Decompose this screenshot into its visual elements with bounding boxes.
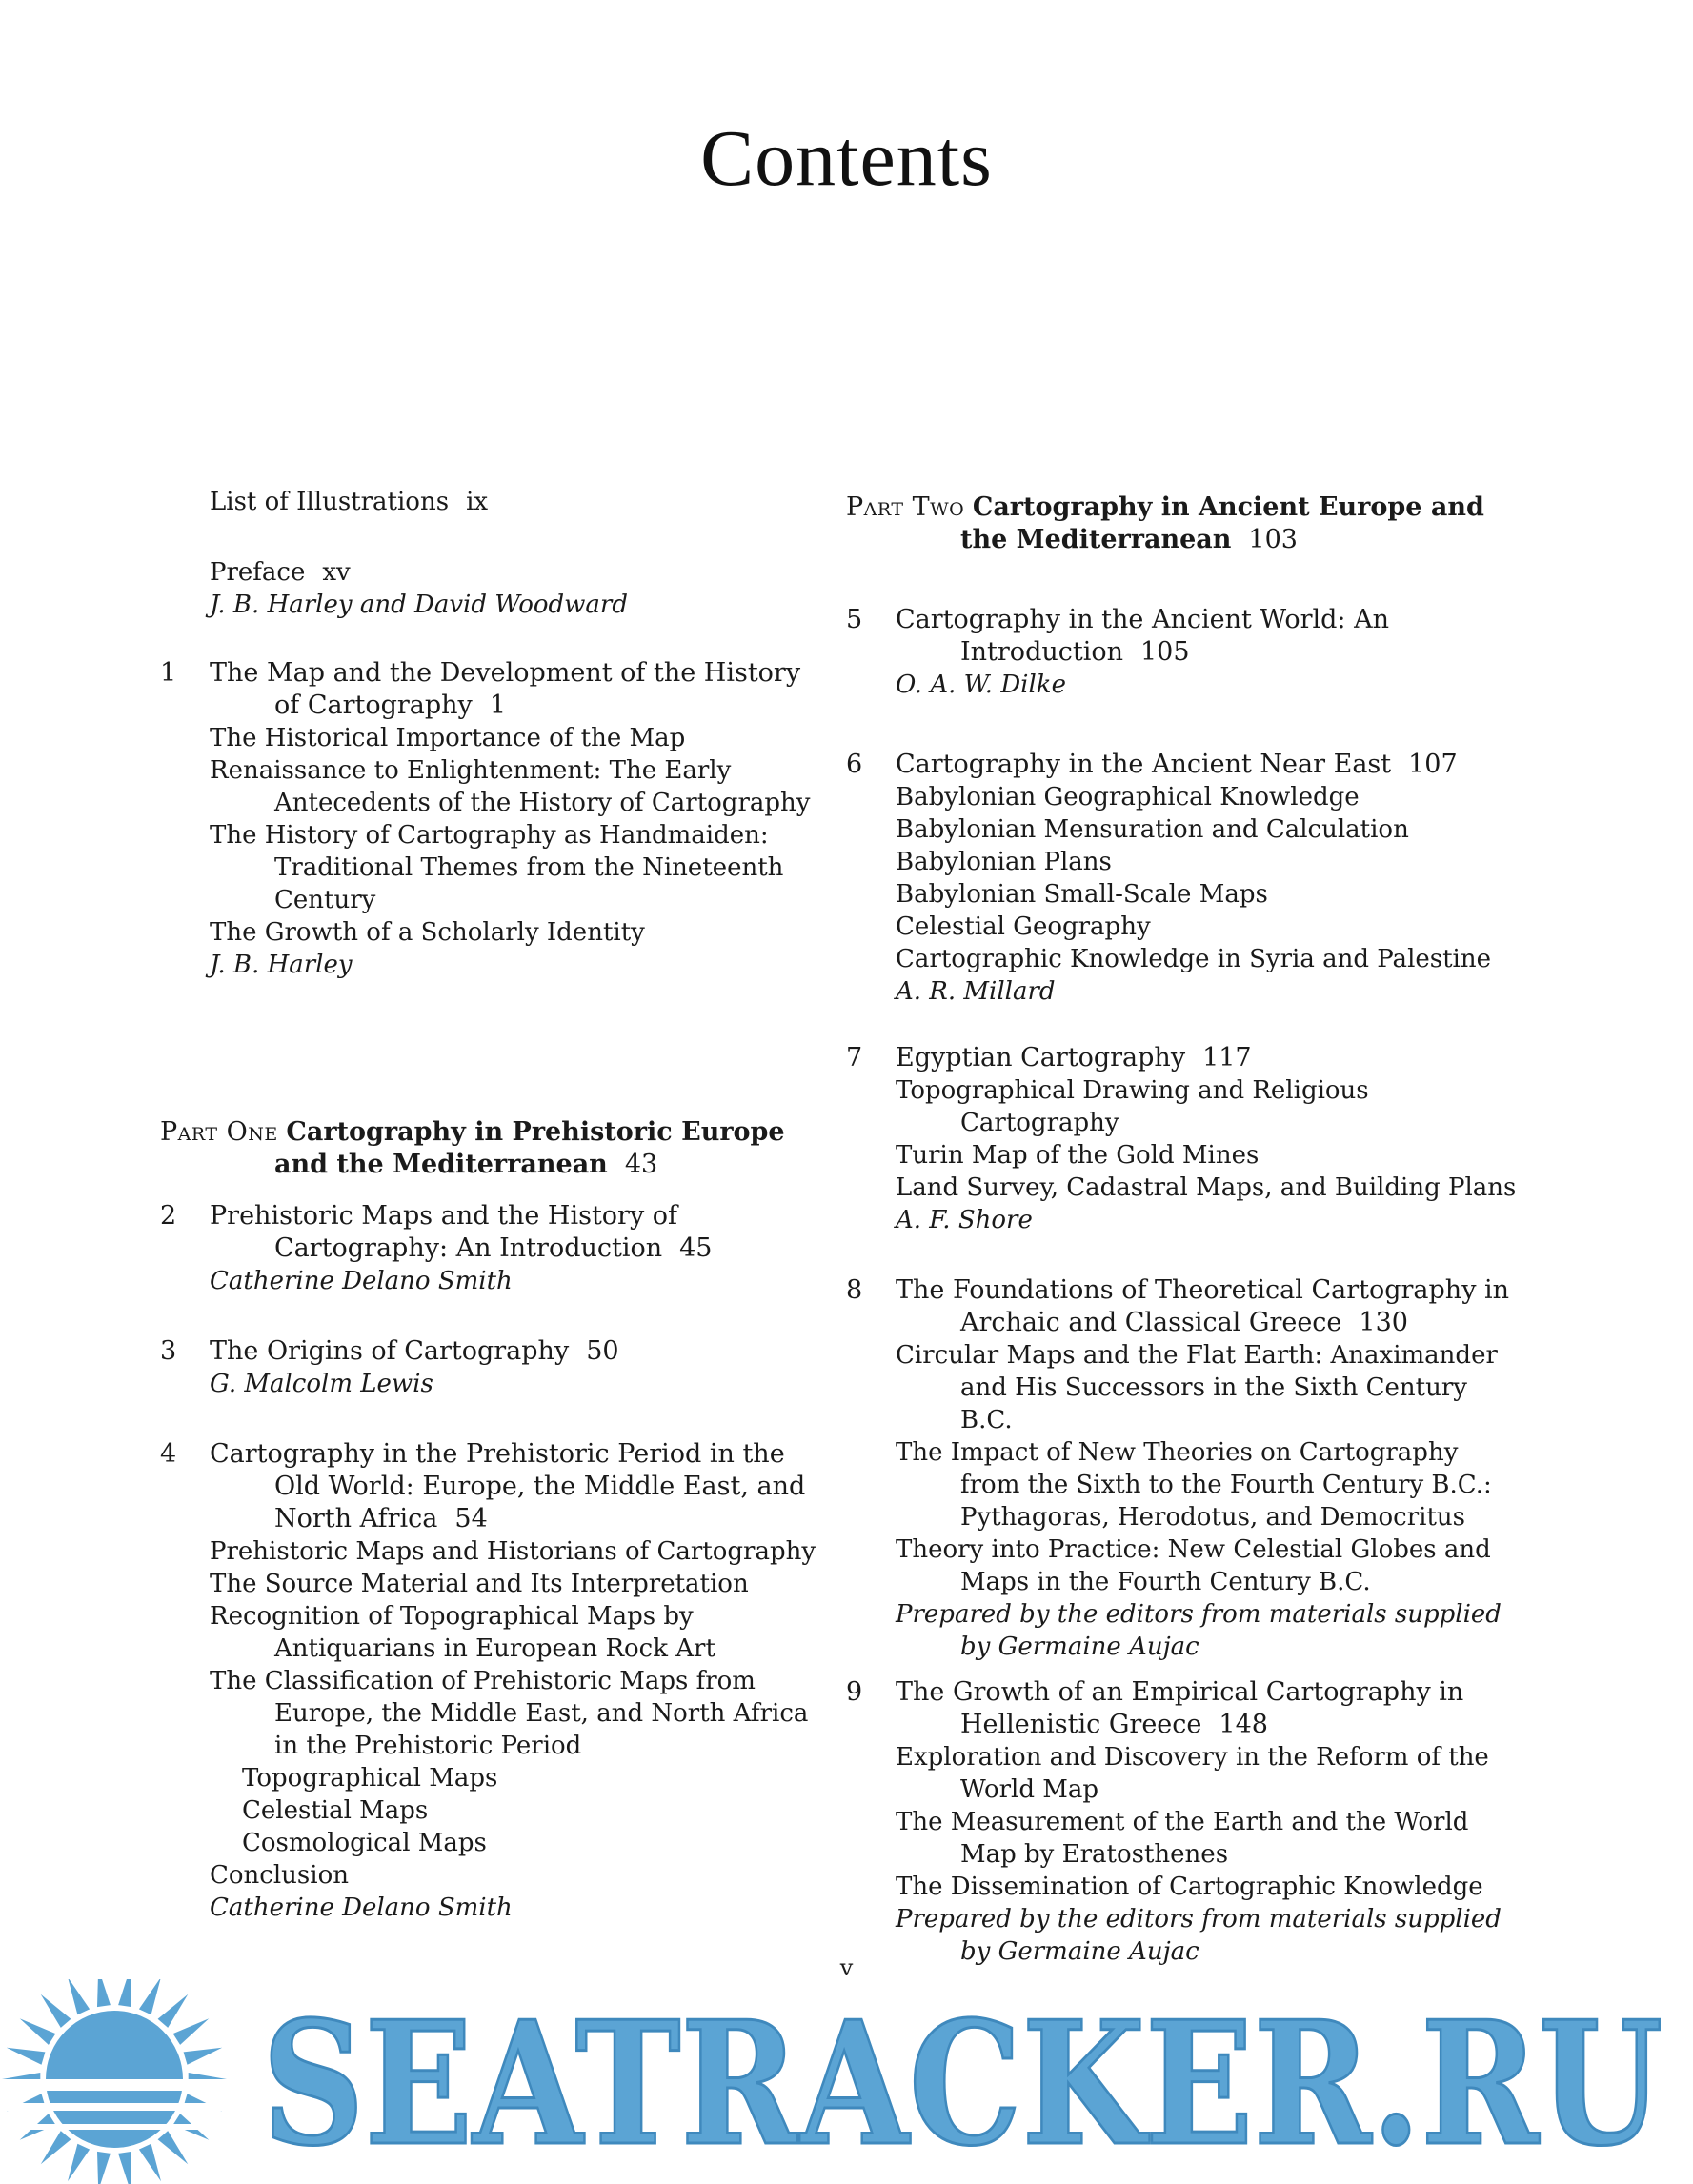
chapter-author: Catherine Delano Smith bbox=[210, 1267, 513, 1295]
subsection: The Dissemination of Cartographic Knowledge bbox=[896, 1873, 1483, 1901]
toc-chapter-8[interactable] bbox=[846, 1274, 1522, 1663]
subsection: Cartographic Knowledge in Syria and Palestine bbox=[896, 945, 1492, 973]
subsection: Exploration and Discovery in the Reform of the World Map bbox=[896, 1743, 1489, 1804]
chapter-title: Egyptian Cartography bbox=[896, 1043, 1186, 1072]
chapter-number: 4 bbox=[160, 1439, 177, 1469]
sun-ray bbox=[41, 1994, 71, 2028]
chapter-number: 1 bbox=[160, 658, 177, 688]
subsection: The Growth of a Scholarly Identity bbox=[210, 918, 645, 947]
subsection: Babylonian Plans bbox=[896, 848, 1112, 876]
part-label: Part One bbox=[160, 1117, 278, 1147]
sun-ray bbox=[68, 2144, 90, 2182]
chapter-author: O. A. W. Dilke bbox=[896, 671, 1066, 699]
part-title: Cartography in Prehistoric Europe and the Mediterranean bbox=[274, 1117, 785, 1179]
chapter-title: Cartography in the Ancient Near East bbox=[896, 750, 1392, 779]
chapter-page: 107 bbox=[1408, 750, 1458, 779]
chapter-author: G. Malcolm Lewis bbox=[210, 1370, 433, 1398]
toc-chapter-6[interactable] bbox=[846, 749, 1522, 1008]
sun-ray bbox=[158, 2131, 189, 2164]
toc-chapter-9[interactable] bbox=[846, 1676, 1522, 1968]
part-page: 103 bbox=[1248, 525, 1298, 554]
sun-ray bbox=[139, 1979, 161, 2014]
toc-entry-preface[interactable] bbox=[160, 556, 827, 621]
page-title: Contents bbox=[700, 114, 993, 203]
sun-ray bbox=[20, 2018, 56, 2045]
page-number: v bbox=[839, 1954, 854, 1981]
chapter-page: 148 bbox=[1219, 1710, 1268, 1739]
subsection: Topographical Drawing and Religious Cartography bbox=[896, 1076, 1369, 1137]
part-label: Part Two bbox=[846, 492, 965, 522]
subsection: Turin Map of the Gold Mines bbox=[896, 1141, 1260, 1170]
sun-ray bbox=[97, 2152, 111, 2184]
chapter-title: The Growth of an Empirical Cartography in Hellenistic Greece bbox=[896, 1677, 1464, 1739]
sun-ray bbox=[118, 2152, 131, 2184]
chapter-number: 5 bbox=[846, 605, 863, 634]
chapter-number: 6 bbox=[846, 750, 863, 779]
chapter-author: Catherine Delano Smith bbox=[210, 1893, 513, 1922]
chapter-number: 7 bbox=[846, 1043, 863, 1072]
subsection: The Impact of New Theories on Cartography from the Sixth to the Fourth Century B.C.: Pythagoras, Herodotus, and Democritus bbox=[896, 1438, 1492, 1532]
toc-chapter-2[interactable] bbox=[160, 1200, 827, 1297]
subsection: The History of Cartography as Handmaiden: Traditional Themes from the Nineteenth Century bbox=[210, 821, 784, 914]
sun-ray bbox=[97, 1979, 111, 2007]
toc-chapter-4[interactable] bbox=[160, 1438, 827, 1924]
part-title: Cartography in Ancient Europe and the Mediterranean bbox=[960, 492, 1484, 554]
chapter-number: 2 bbox=[160, 1201, 177, 1231]
chapter-page: 50 bbox=[586, 1336, 619, 1366]
entry-page: xv bbox=[322, 558, 351, 587]
sun-ray bbox=[158, 1994, 189, 2028]
entry-title: List of Illustrations bbox=[210, 488, 450, 516]
subsubsection: Celestial Maps bbox=[242, 1796, 429, 1825]
subsection: Renaissance to Enlightenment: The Early Antecedents of the History of Cartography bbox=[210, 756, 811, 817]
subsection: Recognition of Topographical Maps by Antiquarians in European Rock Art bbox=[210, 1602, 715, 1663]
subsection: Land Survey, Cadastral Maps, and Building Plans bbox=[896, 1173, 1517, 1202]
chapter-page: 130 bbox=[1359, 1308, 1408, 1337]
sun-ray bbox=[7, 2048, 46, 2065]
part-page: 43 bbox=[624, 1150, 658, 1179]
chapter-title: The Origins of Cartography bbox=[210, 1336, 570, 1366]
chapter-title: The Foundations of Theoretical Cartography in Archaic and Classical Greece bbox=[896, 1275, 1510, 1337]
toc-entry-illustrations[interactable] bbox=[160, 486, 827, 518]
chapter-author: Prepared by the editors from materials supplied by Germaine Aujac bbox=[896, 1905, 1502, 1966]
subsubsection: Topographical Maps bbox=[242, 1764, 498, 1793]
toc-chapter-7[interactable] bbox=[846, 1042, 1522, 1236]
chapter-page: 45 bbox=[679, 1233, 713, 1263]
chapter-author: A. F. Shore bbox=[896, 1206, 1033, 1234]
chapter-page: 1 bbox=[489, 691, 507, 720]
entry-page: ix bbox=[466, 488, 489, 516]
chapter-author: Prepared by the editors from materials supplied by Germaine Aujac bbox=[896, 1600, 1502, 1661]
subsection: The Source Material and Its Interpretation bbox=[210, 1570, 749, 1598]
subsection: Celestial Geography bbox=[896, 912, 1151, 941]
toc-right-column bbox=[846, 491, 1522, 1968]
entry-author: J. B. Harley and David Woodward bbox=[210, 591, 628, 619]
chapter-page: 105 bbox=[1140, 637, 1190, 667]
sun-icon bbox=[0, 1979, 238, 2184]
sun-ray bbox=[68, 1979, 90, 2014]
sun-ray bbox=[184, 2048, 223, 2065]
chapter-page: 54 bbox=[454, 1504, 488, 1533]
chapter-title: The Map and the Development of the History of Cartography bbox=[210, 658, 801, 720]
watermark bbox=[0, 1979, 1693, 2184]
subsection: The Classification of Prehistoric Maps from Europe, the Middle East, and North Africa in the Prehistoric Period bbox=[210, 1667, 809, 1760]
chapter-title: Prehistoric Maps and the History of Cartography: An Introduction bbox=[210, 1201, 678, 1263]
chapter-author: A. R. Millard bbox=[896, 977, 1056, 1006]
watermark-text: SEATRACKER.RU bbox=[262, 1984, 1663, 2183]
subsection: Babylonian Small-Scale Maps bbox=[896, 880, 1268, 909]
chapter-number: 3 bbox=[160, 1336, 177, 1366]
subsection: Circular Maps and the Flat Earth: Anaximander and His Successors in the Sixth Century B.C. bbox=[896, 1341, 1498, 1434]
toc-chapter-1[interactable] bbox=[160, 657, 827, 981]
toc-part-two[interactable] bbox=[846, 491, 1522, 556]
chapter-number: 9 bbox=[846, 1677, 863, 1707]
toc-part-one[interactable] bbox=[160, 1116, 827, 1181]
sun-ray bbox=[118, 1979, 131, 2007]
subsubsection: Cosmological Maps bbox=[242, 1829, 487, 1857]
subsection: Prehistoric Maps and Historians of Cartography bbox=[210, 1537, 816, 1566]
sun-ray bbox=[41, 2131, 71, 2164]
toc-chapter-5[interactable] bbox=[846, 604, 1522, 701]
subsection: Babylonian Geographical Knowledge bbox=[896, 783, 1360, 811]
chapter-title: Cartography in the Ancient World: An Introduction bbox=[896, 605, 1389, 667]
toc-left-column bbox=[160, 486, 827, 1924]
subsection: Conclusion bbox=[210, 1861, 349, 1890]
sun-ray bbox=[173, 2018, 210, 2045]
sun-ray bbox=[139, 2144, 161, 2182]
entry-title: Preface bbox=[210, 558, 306, 587]
toc-chapter-3[interactable] bbox=[160, 1335, 827, 1400]
chapter-page: 117 bbox=[1202, 1043, 1252, 1072]
subsection: Theory into Practice: New Celestial Globes and Maps in the Fourth Century B.C. bbox=[896, 1535, 1491, 1596]
subsection: Babylonian Mensuration and Calculation bbox=[896, 815, 1409, 844]
subsection: The Historical Importance of the Map bbox=[210, 724, 686, 752]
chapter-title: Cartography in the Prehistoric Period in the Old World: Europe, the Middle East, and North Africa bbox=[210, 1439, 806, 1533]
chapter-author: J. B. Harley bbox=[210, 951, 353, 979]
subsection: The Measurement of the Earth and the World Map by Eratosthenes bbox=[896, 1808, 1469, 1869]
chapter-number: 8 bbox=[846, 1275, 863, 1305]
